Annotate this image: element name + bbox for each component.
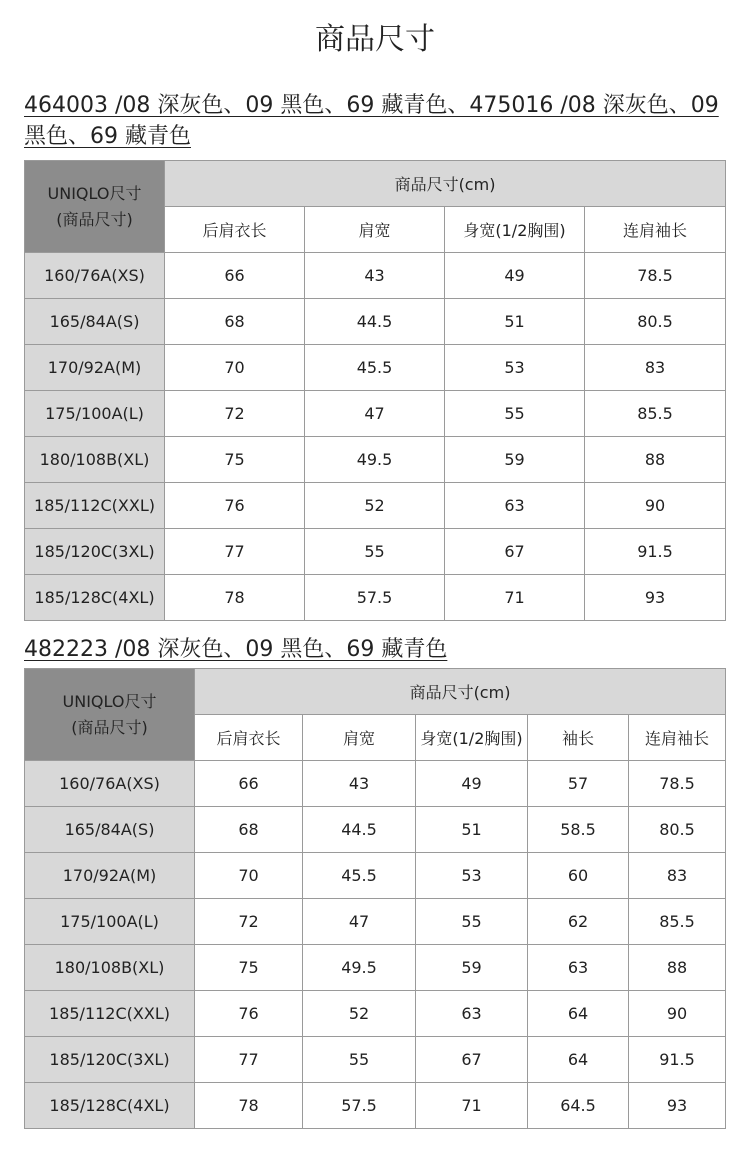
table-row [25,899,726,945]
measurement-cell: 68 [165,299,305,345]
size-label: 185/128C(4XL) [25,575,165,621]
measurement-cell: 80.5 [585,299,726,345]
size-label: 185/112C(XXL) [25,991,195,1037]
measurement-cell: 75 [165,437,305,483]
column-header: 肩宽 [305,207,445,253]
table-row [25,483,726,529]
measurement-cell: 63 [528,945,629,991]
measurement-cell: 55 [445,391,585,437]
measurement-cell: 70 [165,345,305,391]
table-row [25,761,726,807]
table-row [25,1037,726,1083]
measurement-cell: 66 [165,253,305,299]
size-label: 165/84A(S) [25,807,195,853]
size-header-cell [25,161,165,253]
size-header-label: UNIQLO尺寸 [47,183,142,203]
measurement-cell: 58.5 [528,807,629,853]
table-row [25,529,726,575]
measurement-cell: 43 [303,761,416,807]
measurement-cell: 72 [195,899,303,945]
measurement-cell: 90 [585,483,726,529]
measurement-cell: 57.5 [305,575,445,621]
measurement-cell: 49 [445,253,585,299]
table-row [25,345,726,391]
measurement-cell: 51 [416,807,528,853]
measurement-cell: 62 [528,899,629,945]
section-heading: 482223 /08 深灰色、09 黑色、69 藏青色 [24,637,448,662]
measurement-cell: 83 [585,345,726,391]
measurement-cell: 52 [303,991,416,1037]
size-header-sublabel: (商品尺寸) [71,717,148,737]
table-row [25,1083,726,1129]
table-row [25,299,726,345]
measurement-cell: 49 [416,761,528,807]
measurement-cell: 78.5 [629,761,726,807]
measurement-cell: 91.5 [585,529,726,575]
measurement-cell: 57 [528,761,629,807]
measurement-cell: 63 [445,483,585,529]
measurement-cell: 47 [303,899,416,945]
measurement-cell: 57.5 [303,1083,416,1129]
table-row [25,945,726,991]
measurement-cell: 53 [445,345,585,391]
size-header-cell [25,669,195,761]
measurement-cell: 55 [305,529,445,575]
table-row [25,853,726,899]
measurement-cell: 78 [165,575,305,621]
column-header: 身宽(1/2胸围) [445,207,585,253]
size-label: 175/100A(L) [25,899,195,945]
size-label: 175/100A(L) [25,391,165,437]
column-header: 后肩衣长 [165,207,305,253]
measurement-cell: 60 [528,853,629,899]
group-header: 商品尺寸(cm) [165,161,726,207]
measurement-cell: 76 [165,483,305,529]
size-label: 185/112C(XXL) [25,483,165,529]
column-header: 连肩袖长 [629,715,726,761]
measurement-cell: 64.5 [528,1083,629,1129]
column-header: 后肩衣长 [195,715,303,761]
page-title: 商品尺寸 [315,22,435,57]
measurement-cell: 67 [445,529,585,575]
measurement-cell: 55 [416,899,528,945]
measurement-cell: 55 [303,1037,416,1083]
measurement-cell: 88 [629,945,726,991]
size-label: 180/108B(XL) [25,945,195,991]
measurement-cell: 68 [195,807,303,853]
measurement-cell: 44.5 [305,299,445,345]
column-header: 身宽(1/2胸围) [416,715,528,761]
measurement-cell: 85.5 [629,899,726,945]
measurement-cell: 78 [195,1083,303,1129]
measurement-cell: 59 [445,437,585,483]
size-label: 185/128C(4XL) [25,1083,195,1129]
measurement-cell: 70 [195,853,303,899]
column-header: 袖长 [528,715,629,761]
measurement-cell: 80.5 [629,807,726,853]
measurement-cell: 77 [195,1037,303,1083]
measurement-cell: 47 [305,391,445,437]
measurement-cell: 44.5 [303,807,416,853]
measurement-cell: 45.5 [303,853,416,899]
size-label: 165/84A(S) [25,299,165,345]
measurement-cell: 88 [585,437,726,483]
size-label: 170/92A(M) [25,853,195,899]
measurement-cell: 90 [629,991,726,1037]
measurement-cell: 64 [528,991,629,1037]
measurement-cell: 63 [416,991,528,1037]
size-label: 185/120C(3XL) [25,1037,195,1083]
measurement-cell: 93 [585,575,726,621]
measurement-cell: 72 [165,391,305,437]
column-header: 肩宽 [303,715,416,761]
table-row [25,991,726,1037]
measurement-cell: 83 [629,853,726,899]
size-label: 180/108B(XL) [25,437,165,483]
measurement-cell: 85.5 [585,391,726,437]
size-label: 170/92A(M) [25,345,165,391]
measurement-cell: 71 [416,1083,528,1129]
measurement-cell: 59 [416,945,528,991]
table-row [25,391,726,437]
measurement-cell: 75 [195,945,303,991]
section-heading: 464003 /08 深灰色、09 黑色、69 藏青色、475016 /08 深灰色、09 黑色、69 藏青色 [24,93,719,149]
measurement-cell: 76 [195,991,303,1037]
measurement-cell: 91.5 [629,1037,726,1083]
table-row [25,807,726,853]
measurement-cell: 67 [416,1037,528,1083]
measurement-cell: 45.5 [305,345,445,391]
size-label: 160/76A(XS) [25,761,195,807]
column-header: 连肩袖长 [585,207,726,253]
measurement-cell: 51 [445,299,585,345]
measurement-cell: 93 [629,1083,726,1129]
table-row [25,575,726,621]
size-header-sublabel: (商品尺寸) [56,209,133,229]
measurement-cell: 64 [528,1037,629,1083]
measurement-cell: 52 [305,483,445,529]
size-table [24,668,726,1129]
measurement-cell: 49.5 [305,437,445,483]
group-header: 商品尺寸(cm) [195,669,726,715]
table-row [25,253,726,299]
measurement-cell: 71 [445,575,585,621]
size-table [24,160,726,621]
measurement-cell: 78.5 [585,253,726,299]
measurement-cell: 43 [305,253,445,299]
size-label: 185/120C(3XL) [25,529,165,575]
measurement-cell: 66 [195,761,303,807]
measurement-cell: 53 [416,853,528,899]
measurement-cell: 49.5 [303,945,416,991]
measurement-cell: 77 [165,529,305,575]
table-row [25,437,726,483]
size-header-label: UNIQLO尺寸 [62,691,157,711]
size-label: 160/76A(XS) [25,253,165,299]
